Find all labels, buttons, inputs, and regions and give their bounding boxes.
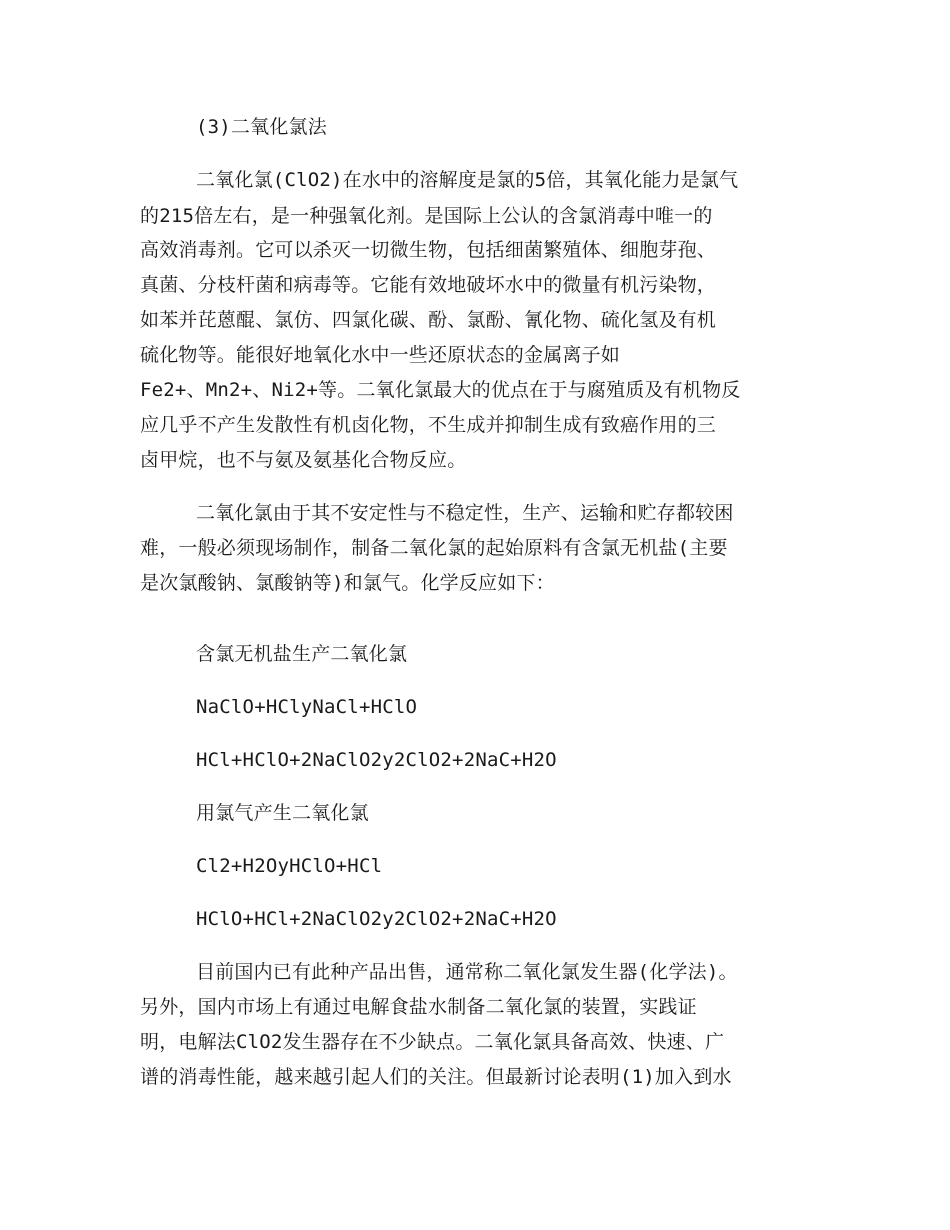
- paragraph3-line: 另外，国内市场上有通过电解食盐水制备二氧化氯的装置，实践证: [140, 996, 697, 1018]
- paragraph1-line: Fe2+、Mn2+、Ni2+等。二氧化氯最大的优点在于与腐殖质及有机物反: [140, 379, 741, 401]
- paragraph1-line: 二氧化氯(ClO2)在水中的溶解度是氯的5倍，其氧化能力是氯气: [196, 169, 739, 191]
- paragraph1-line: 如苯并芘蒽醌、氯仿、四氯化碳、酚、氯酚、氰化物、硫化氢及有机: [140, 309, 717, 331]
- paragraph3-line: 明，电解法ClO2发生器存在不少缺点。二氧化氯具备高效、快速、广: [140, 1031, 725, 1053]
- section-heading: (3)二氧化氯法: [196, 116, 327, 138]
- paragraph1-line: 真菌、分枝杆菌和病毒等。它能有效地破坏水中的微量有机污染物，: [140, 274, 717, 296]
- reaction-equation: HCl+HClO+2NaClO2y2ClO2+2NaC+H2O: [196, 749, 557, 771]
- reaction-heading: 含氯无机盐生产二氧化氯: [196, 643, 408, 665]
- paragraph1-line: 高效消毒剂。它可以杀灭一切微生物，包括细菌繁殖体、细胞芽孢、: [140, 239, 717, 261]
- paragraph1-line: 卤甲烷，也不与氨及氨基化合物反应。: [140, 449, 467, 471]
- paragraph3-line: 目前国内已有此种产品出售，通常称二氧化氯发生器(化学法)。: [196, 961, 738, 983]
- reaction-heading: 用氯气产生二氧化氯: [196, 802, 369, 824]
- paragraph3-line: 谱的消毒性能，越来越引起人们的关注。但最新讨论表明(1)加入到水: [140, 1066, 732, 1088]
- reaction-equation: HClO+HCl+2NaClO2y2ClO2+2NaC+H2O: [196, 908, 557, 930]
- paragraph1-line: 应几乎不产生发散性有机卤化物，不生成并抑制生成有致癌作用的三: [140, 414, 717, 436]
- paragraph2-line: 难，一般必须现场制作，制备二氧化氯的起始原料有含氯无机盐(主要: [140, 537, 728, 559]
- reaction-equation: Cl2+H2OyHClO+HCl: [196, 855, 383, 877]
- paragraph1-line: 硫化物等。能很好地氧化水中一些还原状态的金属离子如: [140, 344, 621, 366]
- reaction-equation: NaClO+HClyNaCl+HClO: [196, 696, 418, 718]
- paragraph1-line: 的215倍左右，是一种强氧化剂。是国际上公认的含氯消毒中唯一的: [140, 205, 713, 227]
- paragraph2-line: 是次氯酸钠、氯酸钠等)和氯气。化学反应如下：: [140, 572, 555, 594]
- paragraph2-line: 二氧化氯由于其不安定性与不稳定性，生产、运输和贮存都较困: [196, 502, 734, 524]
